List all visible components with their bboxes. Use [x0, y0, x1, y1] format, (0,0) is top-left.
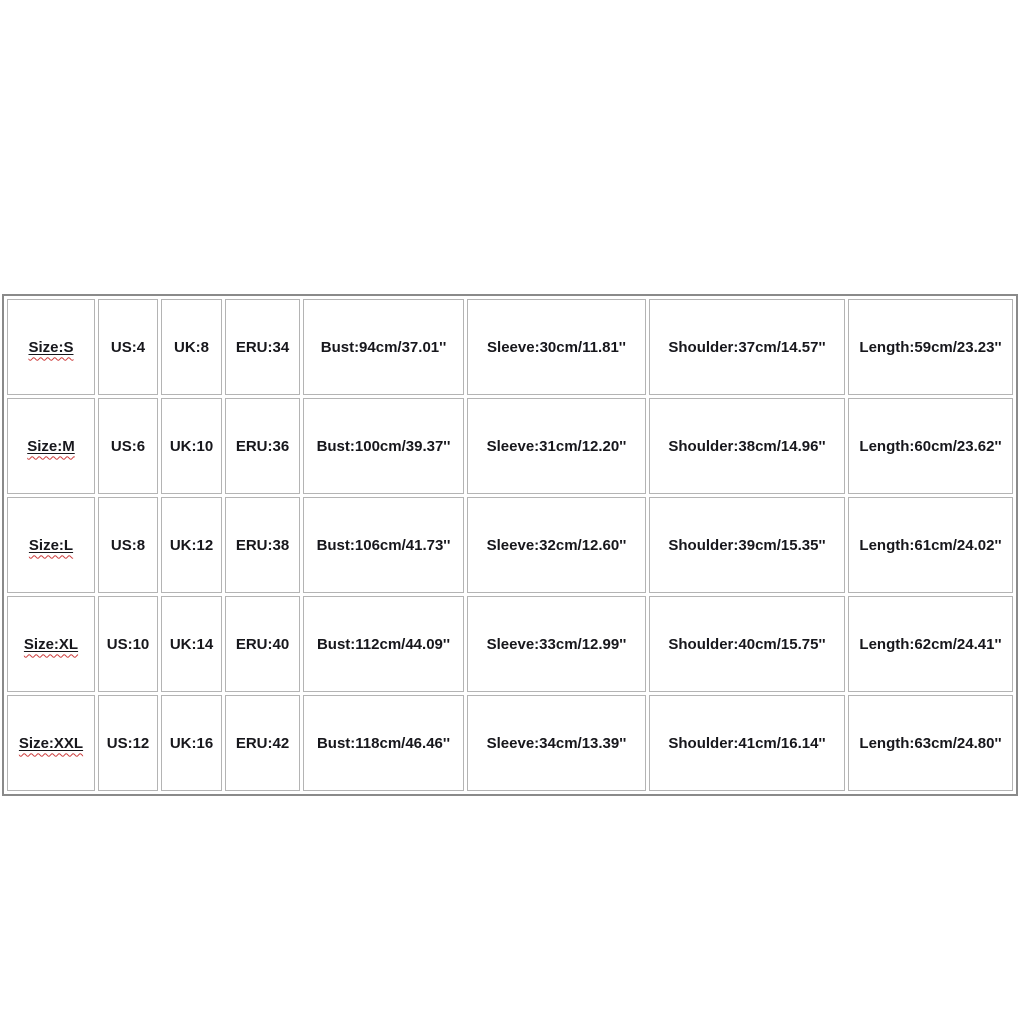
cell-length: Length:63cm/24.80'' — [848, 695, 1013, 791]
cell-size — [7, 596, 95, 692]
size-label — [24, 636, 78, 653]
cell-eru: ERU:36 — [225, 398, 300, 494]
size-chart-table — [2, 294, 1018, 796]
cell-size — [7, 299, 95, 395]
table-row-size-xl — [7, 596, 1013, 692]
cell-eru: ERU:38 — [225, 497, 300, 593]
cell-length: Length:62cm/24.41'' — [848, 596, 1013, 692]
cell-sleeve: Sleeve:32cm/12.60'' — [467, 497, 646, 593]
cell-shoulder: Shoulder:39cm/15.35'' — [649, 497, 845, 593]
cell-length: Length:61cm/24.02'' — [848, 497, 1013, 593]
cell-size — [7, 695, 95, 791]
size-label-text: Size:XL — [23, 635, 79, 653]
cell-size — [7, 398, 95, 494]
table-row-size-m — [7, 398, 1013, 494]
table-row-size-xxl — [7, 695, 1013, 791]
table-row-size-s — [7, 299, 1013, 395]
cell-uk: UK:16 — [161, 695, 222, 791]
cell-bust: Bust:106cm/41.73'' — [303, 497, 464, 593]
cell-shoulder: Shoulder:41cm/16.14'' — [649, 695, 845, 791]
size-label-text: Size:M — [27, 437, 75, 455]
size-label-text: Size:L — [28, 536, 74, 554]
cell-bust: Bust:118cm/46.46'' — [303, 695, 464, 791]
cell-sleeve: Sleeve:34cm/13.39'' — [467, 695, 646, 791]
cell-uk: UK:10 — [161, 398, 222, 494]
cell-shoulder: Shoulder:40cm/15.75'' — [649, 596, 845, 692]
cell-bust: Bust:94cm/37.01'' — [303, 299, 464, 395]
size-label-text: Size:XXL — [18, 734, 84, 752]
cell-uk: UK:12 — [161, 497, 222, 593]
cell-uk: UK:14 — [161, 596, 222, 692]
cell-shoulder: Shoulder:37cm/14.57'' — [649, 299, 845, 395]
cell-us: US:10 — [98, 596, 158, 692]
cell-eru: ERU:42 — [225, 695, 300, 791]
table-row-size-l — [7, 497, 1013, 593]
cell-us: US:12 — [98, 695, 158, 791]
size-label — [29, 537, 73, 554]
size-label — [19, 735, 83, 752]
size-label — [27, 438, 75, 455]
cell-eru: ERU:40 — [225, 596, 300, 692]
cell-bust: Bust:100cm/39.37'' — [303, 398, 464, 494]
cell-eru: ERU:34 — [225, 299, 300, 395]
cell-length: Length:59cm/23.23'' — [848, 299, 1013, 395]
cell-length: Length:60cm/23.62'' — [848, 398, 1013, 494]
cell-bust: Bust:112cm/44.09'' — [303, 596, 464, 692]
cell-us: US:6 — [98, 398, 158, 494]
cell-us: US:4 — [98, 299, 158, 395]
cell-sleeve: Sleeve:33cm/12.99'' — [467, 596, 646, 692]
size-label — [28, 339, 73, 356]
cell-shoulder: Shoulder:38cm/14.96'' — [649, 398, 845, 494]
cell-size — [7, 497, 95, 593]
cell-sleeve: Sleeve:31cm/12.20'' — [467, 398, 646, 494]
cell-us: US:8 — [98, 497, 158, 593]
size-label-text: Size:S — [28, 338, 74, 356]
cell-sleeve: Sleeve:30cm/11.81'' — [467, 299, 646, 395]
cell-uk: UK:8 — [161, 299, 222, 395]
